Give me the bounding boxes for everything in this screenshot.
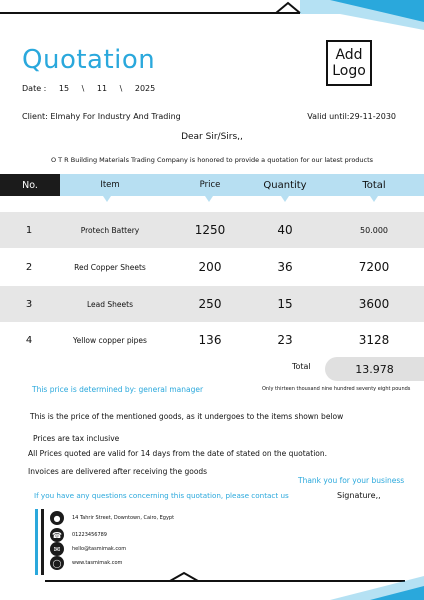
contact-website: www.tasmimak.com <box>72 560 123 566</box>
cell-price: 250 <box>198 297 222 311</box>
phone-icon: ☎ <box>50 528 64 542</box>
intro-text: O T R Building Materials Trading Company is honored to provide a quotation for our latest products <box>50 156 374 164</box>
cell-price: 200 <box>198 260 222 274</box>
date-day: 15 <box>58 84 70 93</box>
cell-item: Protech Battery <box>80 225 140 235</box>
col-header-total: Total <box>362 179 386 191</box>
cell-quantity: 23 <box>277 333 293 347</box>
cell-total: 50.000 <box>360 225 388 235</box>
table-row <box>0 286 424 322</box>
cell-quantity: 15 <box>277 297 293 311</box>
cell-total: 3128 <box>358 333 390 347</box>
cell-no: 3 <box>25 298 33 310</box>
table-row <box>0 249 424 285</box>
col-header-no: No. <box>0 174 60 196</box>
cell-price: 136 <box>198 333 222 347</box>
table-row <box>0 212 424 248</box>
date-month: 11 <box>96 84 108 93</box>
cell-total: 3600 <box>358 297 390 311</box>
cell-item: Yellow copper pipes <box>73 335 147 345</box>
contact-phone: 01223456789 <box>72 532 107 538</box>
cell-item: Red Copper Sheets <box>74 262 146 272</box>
date-sep: \ <box>81 84 85 93</box>
note-validity: All Prices quoted are valid for 14 days from the date of stated on the quotation. <box>28 449 328 458</box>
header-arrow <box>281 196 289 202</box>
footer-decoration <box>0 566 424 600</box>
contact-address: 14 Tahrir Street, Downtown, Cairo, Egypt <box>72 515 175 521</box>
note-tax: Prices are tax inclusive <box>33 434 120 443</box>
col-header-price: Price <box>199 180 221 190</box>
note-invoices: Invoices are delivered after receiving the goods <box>28 467 208 476</box>
col-header-quantity: Quantity <box>263 179 307 191</box>
cell-total: 7200 <box>358 260 390 274</box>
logo-placeholder <box>326 40 372 86</box>
email-icon: ✉ <box>50 542 64 556</box>
date-year: 2025 <box>134 84 156 93</box>
client-name: Client: Elmahy For Industry And Trading <box>22 112 181 121</box>
header-arrow <box>103 196 111 202</box>
header-arrow <box>370 196 378 202</box>
contact-email: hello@tasmimak.com <box>72 546 127 552</box>
table-row <box>0 322 424 358</box>
total-label: Total <box>292 362 311 371</box>
cell-no: 4 <box>25 334 33 346</box>
location-icon: ● <box>50 511 64 525</box>
col-header-item: Item <box>100 180 120 190</box>
globe-icon: ◯ <box>50 556 64 570</box>
contact-prompt: If you have any questions concerning this quotation, please contact us <box>34 491 289 500</box>
note-goods: This is the price of the mentioned goods, as it undergoes to the items shown below <box>30 412 344 421</box>
total-in-words: Only thirteen thousand nine hundred seventy eight pounds <box>262 386 411 392</box>
cell-no: 1 <box>25 224 33 236</box>
thank-you-text: Thank you for your business <box>298 476 405 485</box>
determined-by: This price is determined by: general manager <box>32 385 204 394</box>
document-title: Quotation <box>22 45 156 75</box>
signature-label: Signature,, <box>337 491 381 500</box>
cell-item: Lead Sheets <box>87 299 133 309</box>
cell-price: 1250 <box>194 223 226 237</box>
date-line <box>22 84 165 93</box>
cell-no: 2 <box>25 261 33 273</box>
date-sep: \ <box>119 84 123 93</box>
header-decoration <box>0 0 424 30</box>
total-value: 13.978 <box>325 357 424 381</box>
greeting: Dear Sir/Sirs,, <box>181 132 243 142</box>
date-label: Date : <box>22 84 47 93</box>
valid-until: Valid until:29-11-2030 <box>307 112 396 121</box>
logo-line-1: Add <box>335 47 363 63</box>
header-arrow <box>205 196 213 202</box>
cell-quantity: 36 <box>277 260 293 274</box>
cell-quantity: 40 <box>277 223 293 237</box>
logo-line-2: Logo <box>332 63 366 79</box>
